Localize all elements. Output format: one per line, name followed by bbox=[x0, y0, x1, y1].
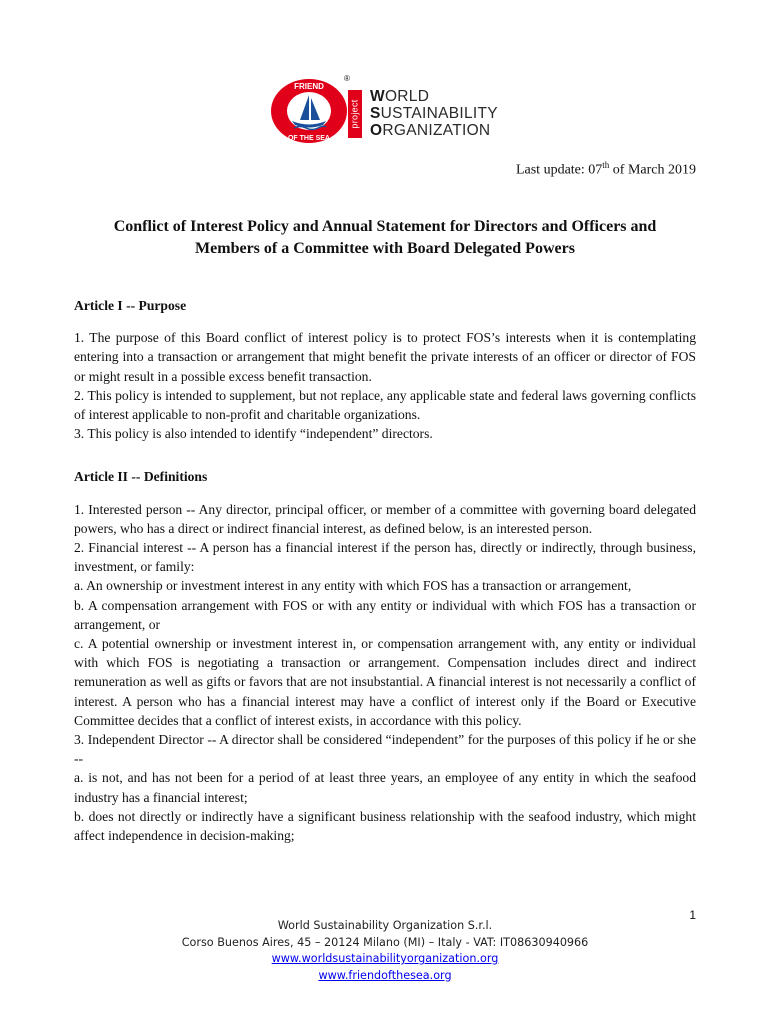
footer-company: World Sustainability Organization S.r.l. bbox=[277, 919, 493, 932]
page-number: 1 bbox=[689, 908, 696, 922]
article-2-heading: Article II -- Definitions bbox=[74, 469, 208, 485]
article-1-heading: Article I -- Purpose bbox=[74, 298, 187, 313]
registered-mark: ® bbox=[344, 74, 350, 83]
article-1-paragraph: 3. This policy is also intended to identify “independent” directors. bbox=[74, 426, 433, 442]
friend-of-the-sea-logo bbox=[270, 78, 348, 144]
article-2-paragraph: b. does not directly or indirectly have a significant business relationship with the seafood industry, which might affect independence in decision-making; bbox=[74, 808, 696, 844]
wso-line-sustainability: SUSTAINABILITY bbox=[370, 105, 498, 122]
article-2-paragraph: c. A potential ownership or investment interest in, or compensation arrangement with, any entity or individual with which FOS is negotiating a transaction or arrangement. Compensation includes direct and indirect remuneration as well as gifts or favors that are not insubstantial. A financial interest is not necessarily a conflict of interest. A person who has a financial interest may have a conflict of interest only if the Board or Executive Committee decides that a conflict of interest exists, in accordance with this policy. bbox=[74, 636, 696, 728]
article-2-paragraph: b. A compensation arrangement with FOS or with any entity or individual with which FOS has a transaction or arrangement, or bbox=[74, 597, 696, 632]
page-footer bbox=[0, 918, 770, 984]
article-2-paragraph: a. is not, and has not been for a period of at least three years, an employee of any entity in which the seafood industry has a financial interest; bbox=[74, 770, 696, 805]
article-2-paragraph: 3. Independent Director -- A director shall be considered “independent” for the purposes of this policy if he or she -- bbox=[74, 732, 696, 767]
title-line-2: Members of a Committee with Board Delegated Powers bbox=[195, 240, 575, 257]
footer-link-wso[interactable]: www.worldsustainabilityorganization.org bbox=[271, 952, 499, 965]
article-2-paragraph: 1. Interested person -- Any director, principal officer, or member of a committee with governing board delegated powers, who has a direct or indirect financial interest, as defined below, is an interested person. bbox=[74, 501, 696, 536]
wso-line-world: WORLD bbox=[370, 88, 430, 105]
project-label-bar bbox=[348, 90, 362, 138]
article-2-paragraph: a. An ownership or investment interest in any entity with which FOS has a transaction or arrangement, bbox=[74, 578, 632, 594]
logo-text-top: FRIEND bbox=[294, 82, 324, 91]
article-1-paragraph: 2. This policy is intended to supplement, but not replace, any applicable state and federal laws governing conflicts of interest applicable to non-profit and charitable organizations. bbox=[74, 387, 696, 423]
footer-link-fos[interactable]: www.friendofthesea.org bbox=[318, 968, 452, 982]
article-2-paragraph: 2. Financial interest -- A person has a financial interest if the person has, directly or indirectly, through business, investment, or family: bbox=[74, 540, 696, 575]
wso-line-organization: ORGANIZATION bbox=[370, 122, 491, 139]
header-logos bbox=[270, 74, 510, 144]
last-update-date: Last update: 07th of March 2019 bbox=[515, 160, 696, 178]
document-body bbox=[74, 296, 696, 845]
document-title bbox=[60, 216, 710, 260]
wso-wordmark bbox=[370, 88, 498, 139]
logo-text-bottom: OF THE SEA bbox=[287, 135, 331, 142]
title-line-1: Conflict of Interest Policy and Annual Statement for Directors and Officers and bbox=[113, 218, 657, 235]
article-1-paragraph: 1. The purpose of this Board conflict of interest policy is to protect FOS’s interests when it is contemplating entering into a transaction or arrangement that might benefit the private interests of an officer or director of FOS or might result in a possible excess benefit transaction. bbox=[74, 330, 696, 384]
wso-logo bbox=[348, 88, 508, 140]
footer-address: Corso Buenos Aires, 45 – 20124 Milano (MI) – Italy - VAT: IT08630940966 bbox=[181, 935, 589, 949]
project-label: project bbox=[350, 99, 360, 129]
